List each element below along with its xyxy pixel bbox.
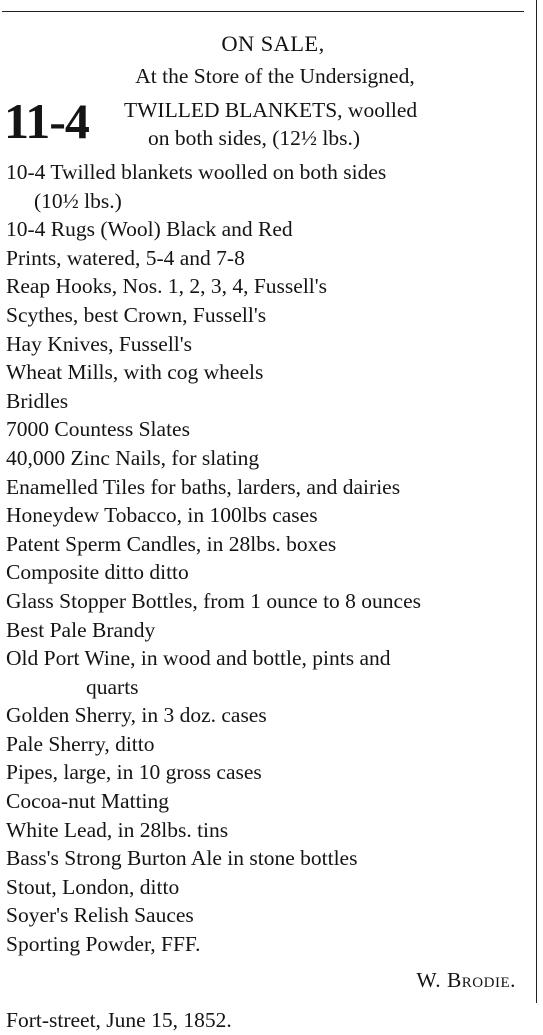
- ad-subheading: At the Store of the Undersigned,: [135, 64, 415, 88]
- list-item-text: Best Pale Brandy: [6, 617, 156, 642]
- list-item: [6, 873, 530, 902]
- top-rule: [2, 11, 524, 12]
- lead-item: [6, 94, 530, 158]
- list-item: [6, 758, 530, 787]
- column-rule: [536, 0, 537, 1003]
- list-item-text: 10-4 Twilled blankets woolled on both sides: [6, 160, 387, 184]
- lead-item-line2: on both sides, (12½ lbs.): [148, 126, 361, 150]
- signature-name: W. Brodie.: [416, 967, 516, 992]
- list-item-text: Patent Sperm Candles, in 28lbs. boxes: [6, 531, 337, 556]
- list-item-text: Pipes, large, in 10 gross cases: [6, 760, 262, 785]
- list-item-text: Prints, watered, 5-4 and 7-8: [6, 245, 245, 270]
- lead-item-line1: TWILLED BLANKETS, woolled: [124, 98, 418, 122]
- list-item: [6, 701, 530, 730]
- list-item: [6, 587, 530, 616]
- list-item: [6, 301, 530, 330]
- list-item-text: 10-4 Rugs (Wool) Black and Red: [6, 217, 293, 242]
- list-item: [6, 272, 530, 301]
- list-item-text: Enamelled Tiles for baths, larders, and dairies: [6, 474, 401, 499]
- list-item: [6, 530, 530, 559]
- list-item: [6, 358, 530, 387]
- list-item: [6, 816, 530, 845]
- list-item: [6, 158, 530, 215]
- list-item: [6, 244, 530, 273]
- list-item-text: Stout, London, ditto: [6, 874, 180, 899]
- list-item: [6, 473, 530, 502]
- list-item: [6, 644, 530, 701]
- list-item-text: Bridles: [6, 388, 69, 413]
- list-item-text: 7000 Countess Slates: [6, 417, 190, 442]
- list-item: [6, 844, 530, 873]
- list-item-text: Hay Knives, Fussell's: [6, 331, 193, 356]
- list-item: [6, 501, 530, 530]
- list-item: [6, 330, 530, 359]
- list-item: [6, 616, 530, 645]
- list-item-text: Pale Sherry, ditto: [6, 731, 155, 756]
- list-item-text: Cocoa-nut Matting: [6, 789, 170, 814]
- list-item: [6, 930, 530, 959]
- list-item-text: White Lead, in 28lbs. tins: [6, 817, 229, 842]
- list-item-continuation: (10½ lbs.): [34, 188, 122, 213]
- list-item-text: Scythes, best Crown, Fussell's: [6, 302, 267, 327]
- list-item-text: Reap Hooks, Nos. 1, 2, 3, 4, Fussell's: [6, 274, 328, 299]
- list-item: [6, 415, 530, 444]
- list-item: [6, 215, 530, 244]
- lead-item-size: 11-4: [4, 93, 89, 149]
- list-item-text: Glass Stopper Bottles, from 1 ounce to 8 ounces: [6, 588, 422, 613]
- list-item-continuation: quarts: [86, 674, 139, 699]
- item-list: [6, 158, 530, 959]
- merchant-signature: [6, 965, 530, 995]
- list-item: [6, 730, 530, 759]
- list-item: [6, 444, 530, 473]
- list-item-text: Old Port Wine, in wood and bottle, pints and: [6, 646, 391, 671]
- list-item-text: Bass's Strong Burton Ale in stone bottles: [6, 846, 358, 871]
- list-item-text: Composite ditto ditto: [6, 560, 189, 585]
- list-item: [6, 558, 530, 587]
- ad-heading: ON SALE,: [221, 31, 325, 56]
- advertisement-content: [6, 28, 530, 1035]
- list-item: [6, 787, 530, 816]
- list-item: [6, 901, 530, 930]
- list-item-text: Golden Sherry, in 3 doz. cases: [6, 703, 267, 728]
- list-item-text: 40,000 Zinc Nails, for slating: [6, 445, 260, 470]
- list-item-text: Wheat Mills, with cog wheels: [6, 360, 264, 385]
- list-item-text: Honeydew Tobacco, in 100lbs cases: [6, 503, 318, 528]
- dateline: Fort-street, June 15, 1852.: [6, 1007, 232, 1032]
- list-item-text: Sporting Powder, FFF.: [6, 932, 201, 957]
- list-item: [6, 387, 530, 416]
- list-item-text: Soyer's Relish Sauces: [6, 903, 194, 928]
